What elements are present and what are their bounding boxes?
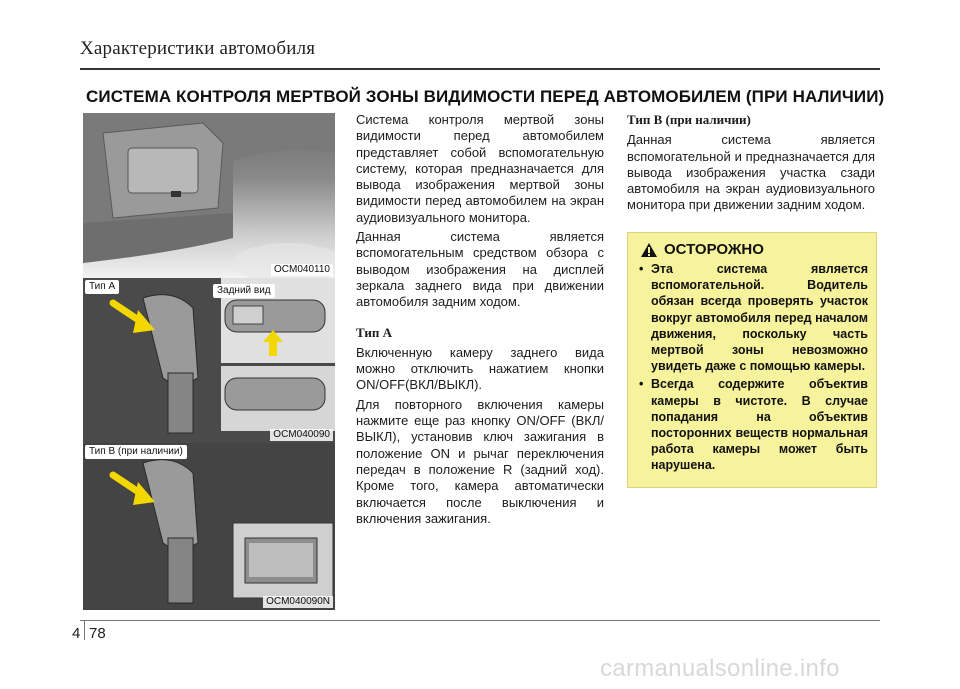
caution-title: ОСТОРОЖНО <box>664 241 764 258</box>
warning-triangle-icon <box>640 242 658 258</box>
figure-code: OCM040090N <box>263 596 333 608</box>
gear-lever-display-illustration <box>83 443 335 610</box>
figure-type-label: Тип В (при наличии) <box>85 445 187 459</box>
figure-type-a <box>83 278 335 443</box>
section-header: Характеристики автомобиля <box>80 38 316 59</box>
footer-divider <box>84 620 85 640</box>
paragraph: Включенную камеру заднего вида можно отключить нажатием кнопки ON/OFF(ВКЛ/ВЫКЛ). <box>356 344 604 393</box>
figure-type-b <box>83 443 335 610</box>
caution-item: • Всегда содержите объектив камеры в чистоте. В случае попадания на объектив посторонних веществ нормальная работа камеры может быть нарушена. <box>636 376 868 473</box>
gear-lever-mirror-illustration <box>83 278 335 443</box>
caution-box <box>627 232 877 488</box>
caution-header <box>640 241 868 258</box>
text-column-main <box>356 112 604 530</box>
text-column-side <box>627 112 875 217</box>
paragraph: Данная система является вспомогательной и предназначается для вывода изображения участка сзади автомобиля на экран аудиовизуального монитора при движении задним ходом. <box>627 132 875 213</box>
paragraph: Данная система является вспомогательным средством обзора с выводом изображения на дисплей зеркала заднего вида при движении автомобиля задним ходом. <box>356 229 604 310</box>
caution-item: • Эта система является вспомогательной. Водитель обязан всегда проверять участок вокруг автомобиля перед началом движения, поскольку часть мертвой зоны невозможно увидеть даже с помощью камеры. <box>636 261 868 374</box>
paragraph: Система контроля мертвой зоны видимости перед автомобилем представляет собой вспомогательную систему, которая предназначается для вывода изображения мертвой зоны видимости перед автомобилем на экран аудиовизуального монитора. <box>356 112 604 225</box>
page-title: СИСТЕМА КОНТРОЛЯ МЕРТВОЙ ЗОНЫ ВИДИМОСТИ ПЕРЕД АВТОМОБИЛЕМ (ПРИ НАЛИЧИИ) <box>86 87 885 106</box>
figure-rear-camera <box>83 113 335 278</box>
inset-label: Задний вид <box>213 284 275 298</box>
page-number: 78 <box>89 625 106 642</box>
subheading-type-a: Тип А <box>356 324 392 340</box>
figure-code: OCM040090 <box>270 429 333 441</box>
watermark: carmanualsonline.info <box>600 655 840 682</box>
caution-list <box>636 261 868 474</box>
figure-type-label: Тип А <box>85 280 119 294</box>
chapter-number: 4 <box>72 625 81 642</box>
footer-rule <box>80 620 880 621</box>
paragraph: Для повторного включения камеры нажмите еще раз кнопку ON/OFF (ВКЛ/ВЫКЛ), установив ключ зажигания в положение ON и рычаг переключения передач в положение R (задний ход). Кроме того, камера автоматически включается после выключения и включения зажигания. <box>356 396 604 526</box>
subheading-type-b: Тип В (при наличии) <box>627 112 751 127</box>
rear-car-illustration <box>83 113 335 278</box>
figure-code: OCM040110 <box>271 264 333 276</box>
header-rule <box>80 68 880 70</box>
